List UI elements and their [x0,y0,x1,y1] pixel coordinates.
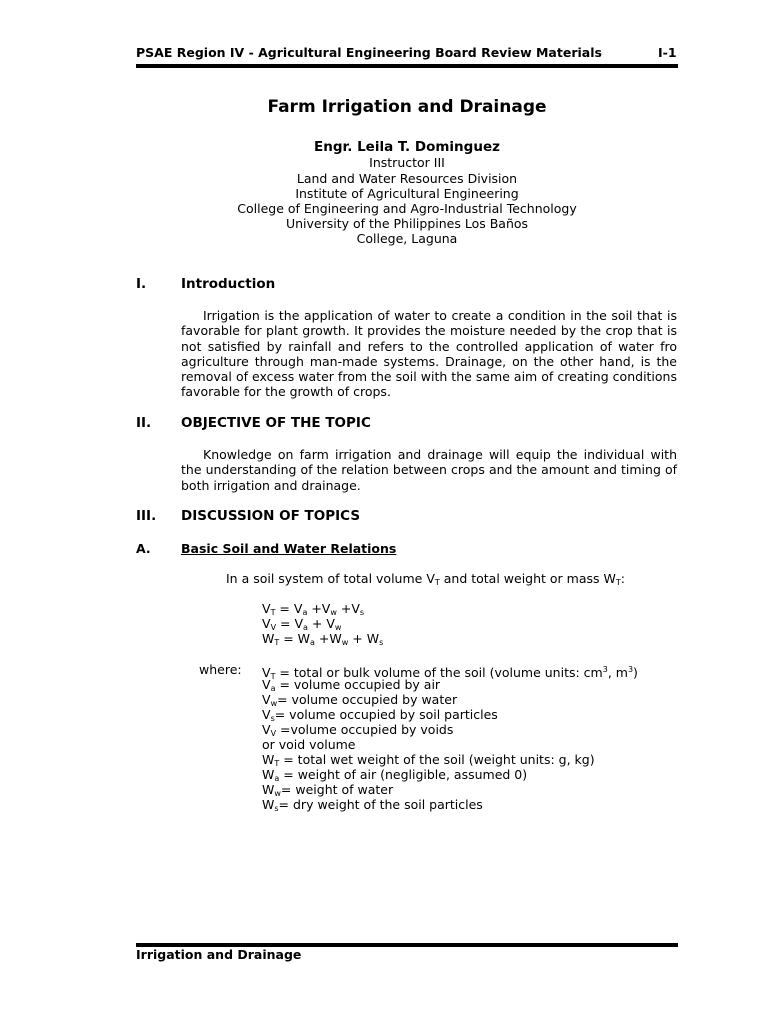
definition-air-weight: $W_a$ = weight of air (negligible, assumed 0) [262,767,528,783]
section-number: III. [136,508,157,524]
subsection-title: Basic Soil and Water Relations [181,541,397,556]
author-institute: Institute of Agricultural Engineering [295,186,519,201]
objective-paragraph: Knowledge on farm irrigation and drainage will equip the individual with the understanding of the relation between crops and the amount and timing of both irrigation and drainage. [181,447,677,493]
author-university: University of the Philippines Los Baños [285,216,529,231]
equation-void-volume: $V_V = V_a + V_w$ [262,616,342,632]
author-location: College, Laguna [356,231,458,246]
definition-void-volume-cont: or void volume [262,737,356,752]
introduction-paragraph: Irrigation is the application of water to create a condition in the soil that is favorable for plant growth. It provides the moisture needed by the crop that is not satisfied by rainfall and refers to the controlled application of water fro agriculture through man-made systems. Drainage, on the other hand, is the removal of excess water from the soil with the same aim of creating conditions favorable for the growth of crops. [181,308,677,400]
running-header: PSAE Region IV - Agricultural Engineering Board Review Materials [136,45,602,60]
section-title-introduction: Introduction [181,276,276,292]
definition-water-weight: $W_w=$ weight of water [262,782,394,798]
page-number: I-1 [658,45,677,60]
definition-total-volume: $V_T$ = total or bulk volume of the soil (volume units: $cm^3$, $m^3$) [262,665,638,681]
definition-air-volume: $V_a$ = volume occupied by air [262,677,441,693]
section-number: I. [136,276,147,292]
author-college: College of Engineering and Agro-Industrial Technology [237,201,577,216]
subsection-number: A. [136,541,151,556]
definition-solids-volume: $V_s=$ volume occupied by soil particles [262,707,498,723]
definition-water-volume: $V_w=$ volume occupied by water [262,692,458,708]
section-title-discussion: DISCUSSION OF TOPICS [181,508,361,524]
header-rule [136,64,678,68]
soil-system-intro: In a soil system of total volume $V_T$ and total weight or mass $W_T$: [226,571,625,587]
running-footer: Irrigation and Drainage [136,947,302,962]
definition-dry-weight: $W_s=$ dry weight of the soil particles [262,797,483,813]
where-label: where: [199,662,242,677]
equation-total-weight: $W_T = W_a +W_w + W_s$ [262,631,384,647]
document-title: Farm Irrigation and Drainage [267,97,547,117]
section-title-objective: OBJECTIVE OF THE TOPIC [181,415,371,431]
equation-total-volume: $V_T = V_a +V_w +V_s$ [262,601,365,617]
author-name: Engr. Leila T. Dominguez [314,139,500,155]
definition-total-weight: $W_T$ = total wet weight of the soil (weight units: g, kg) [262,752,595,768]
author-division: Land and Water Resources Division [296,171,518,186]
definition-void-volume: $V_V$ =volume occupied by voids [262,722,454,738]
author-position: Instructor III [369,155,445,170]
section-number: II. [136,415,152,431]
